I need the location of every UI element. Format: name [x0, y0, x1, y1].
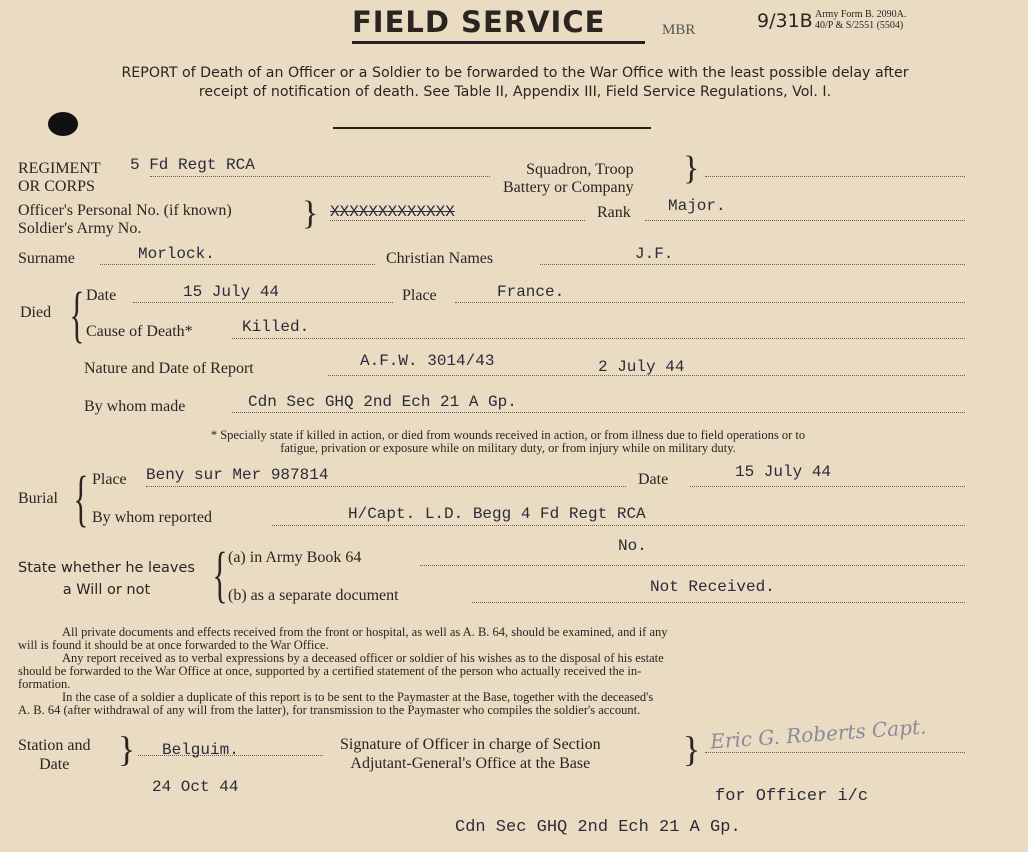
signature: Eric G. Roberts Capt.: [709, 714, 928, 754]
cause-label: Cause of Death*: [86, 323, 193, 340]
unit-stamp: Cdn Sec GHQ 2nd Ech 21 A Gp.: [455, 818, 741, 837]
squadron-label: [503, 161, 634, 197]
brace: }: [683, 150, 700, 187]
instructions: [18, 626, 966, 717]
brace: }: [683, 729, 701, 769]
report-date: 24 Oct 44: [152, 778, 239, 796]
cause-dots: [232, 338, 965, 339]
instructions-p2-line2: should be forwarded to the War Office at once, supported by a certified statement of the person who actually received the in-: [18, 664, 642, 678]
death-date-dots: [133, 302, 393, 303]
form-subtitle: [20, 64, 1010, 102]
station-dots: [138, 755, 323, 756]
personal-no-label-line1: Officer's Personal No. (if known): [18, 202, 232, 219]
station-label-line2: Date: [39, 756, 70, 773]
regiment-value: 5 Fd Regt RCA: [130, 156, 255, 174]
will-a-label: (a) in Army Book 64: [228, 549, 362, 566]
death-place-label: Place: [402, 287, 437, 304]
instructions-p3-line2: A. B. 64 (after withdrawal of any will from the latter), for transmission to the Paymaster who compiles the soldier's account.: [18, 703, 641, 717]
station-label: [18, 736, 90, 774]
cause-value: Killed.: [242, 318, 310, 336]
station-label-line1: Station and: [18, 737, 91, 754]
signature-label-line2: Adjutant-General's Office at the Base: [350, 755, 591, 772]
regiment-label-line1: REGIMENT: [18, 160, 101, 177]
squadron-dots: [705, 176, 965, 177]
burial-place-dots: [146, 486, 626, 487]
mbr-stamp: MBR: [662, 22, 696, 38]
reported-label: By whom reported: [92, 509, 212, 526]
death-place-value: France.: [497, 283, 565, 301]
died-label: Died: [20, 304, 52, 321]
death-date-label: Date: [86, 287, 117, 304]
whom-made-dots: [232, 412, 965, 413]
will-label-line2: a Will or not: [62, 582, 151, 598]
instructions-p2-line1: Any report received as to verbal expressions by a deceased officer or soldier of his wishes as to the disposal of his estate: [62, 651, 664, 665]
brace: }: [118, 729, 136, 769]
burial-place-value: Beny sur Mer 987814: [146, 466, 329, 484]
regiment-label: [18, 160, 101, 196]
nature-date: 2 July 44: [598, 358, 685, 376]
signature-dots: [705, 752, 965, 753]
whom-made-value: Cdn Sec GHQ 2nd Ech 21 A Gp.: [248, 393, 517, 411]
reported-dots: [272, 525, 965, 526]
personal-no-label-line2: Soldier's Army No.: [18, 220, 142, 237]
footnote: [48, 429, 968, 455]
whom-made-label: By whom made: [84, 398, 186, 415]
form-number: [815, 9, 906, 31]
instructions-p3-line1: In the case of a soldier a duplicate of this report is to be sent to the Paymaster at the Base, together with the deceased's: [62, 690, 654, 704]
nature-label: Nature and Date of Report: [84, 360, 254, 377]
christian-names-label: Christian Names: [386, 250, 494, 267]
subtitle-line1: REPORT of Death of an Officer or a Soldier to be forwarded to the War Office with the least possible delay after: [121, 65, 909, 81]
burial-date-value: 15 July 44: [735, 463, 832, 481]
will-b-dots: [472, 602, 965, 603]
subtitle-line2: receipt of notification of death. See Table II, Appendix III, Field Service Regulations, Vol. I.: [198, 84, 832, 100]
will-label-line1: State whether he leaves: [18, 560, 195, 576]
death-date-value: 15 July 44: [183, 283, 280, 301]
christian-names-value: J.F.: [635, 245, 674, 263]
personal-no-value: XXXXXXXXXXXXX: [330, 203, 455, 221]
form-number-line1: Army Form B. 2090A.: [815, 9, 907, 20]
surname-value: Morlock.: [138, 245, 215, 263]
christian-names-dots: [540, 264, 965, 265]
nature-value: A.F.W. 3014/43: [360, 352, 495, 370]
instructions-p1-line1: All private documents and effects received from the front or hospital, as well as A. B. 64, should be examined, and if any: [62, 625, 668, 639]
burial-label: Burial: [18, 490, 58, 507]
surname-label: Surname: [18, 250, 75, 267]
form-ref: 9/31B: [757, 10, 813, 32]
brace: {: [69, 281, 85, 349]
instructions-p2-line3: formation.: [18, 677, 71, 691]
title-underline: [352, 41, 645, 44]
rank-label: Rank: [597, 204, 631, 221]
brace: {: [212, 541, 228, 609]
personal-no-label: [18, 202, 232, 238]
form-number-line2: 40/P & S/2551 (5504): [815, 20, 904, 31]
regiment-label-line2: OR CORPS: [18, 178, 95, 195]
reported-value: H/Capt. L.D. Begg 4 Fd Regt RCA: [348, 505, 646, 523]
nature-dots: [328, 375, 965, 376]
squadron-label-line2: Battery or Company: [503, 179, 634, 196]
burial-date-label: Date: [638, 471, 669, 488]
signature-label-line1: Signature of Officer in charge of Section: [340, 736, 601, 753]
squadron-label-line1: Squadron, Troop: [526, 161, 634, 178]
signature-label: [340, 735, 601, 773]
footnote-line1: * Specially state if killed in action, or died from wounds received in action, or from illness due to field operations or to: [210, 428, 806, 442]
will-b-label: (b) as a separate document: [228, 587, 399, 604]
will-label: [18, 557, 195, 601]
will-b-value: Not Received.: [650, 578, 775, 596]
instructions-p1-line2: will is found it should be at once forwarded to the War Office.: [18, 638, 329, 652]
rank-value: Major.: [668, 197, 726, 215]
burial-place-label: Place: [92, 471, 127, 488]
footnote-line2: fatigue, privation or exposure while on military duty, or from injury while on military duty.: [280, 441, 736, 455]
rank-dots: [645, 220, 965, 221]
surname-dots: [100, 264, 375, 265]
form-title: FIELD SERVICE: [352, 5, 606, 39]
brace: {: [73, 465, 89, 533]
for-officer: for Officer i/c: [715, 787, 869, 806]
burial-date-dots: [690, 486, 965, 487]
will-a-value: No.: [618, 537, 647, 555]
station-value: Belguim.: [162, 741, 239, 759]
punch-hole: [48, 112, 78, 136]
personal-no-dots: [330, 220, 585, 221]
regiment-dots: [150, 176, 490, 177]
divider: [333, 127, 651, 129]
will-a-dots: [420, 565, 965, 566]
brace: }: [302, 195, 319, 232]
death-place-dots: [455, 302, 965, 303]
